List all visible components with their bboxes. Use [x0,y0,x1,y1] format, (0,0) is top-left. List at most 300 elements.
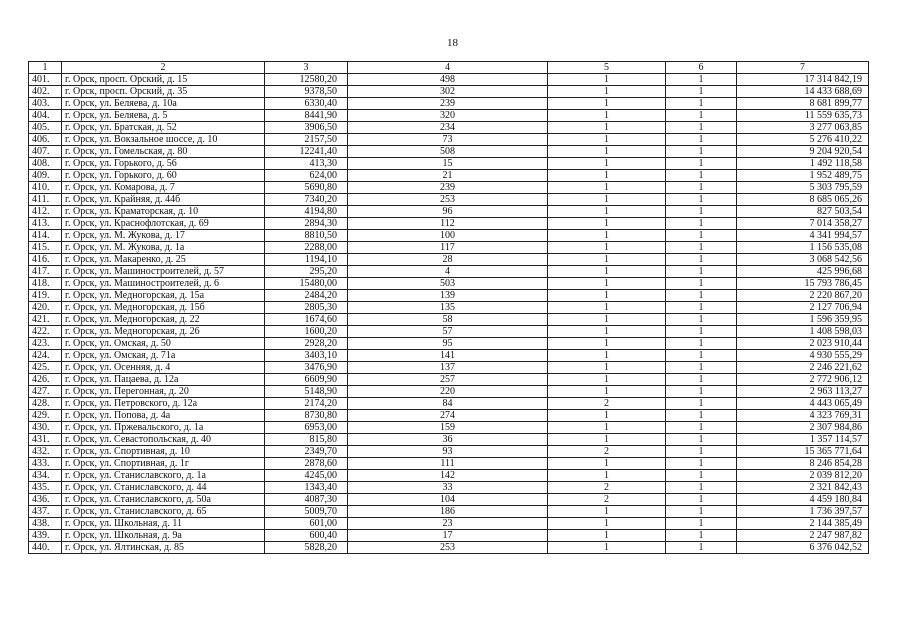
col5-cell: 1 [548,266,666,278]
amount-cell: 5 276 410,22 [737,134,869,146]
row-number: 439. [29,530,62,542]
column-header: 1 [29,62,62,74]
col5-cell: 1 [548,206,666,218]
col5-cell: 1 [548,410,666,422]
column-header: 5 [548,62,666,74]
col5-cell: 1 [548,374,666,386]
col5-cell: 1 [548,122,666,134]
col6-cell: 1 [666,422,737,434]
address-cell: г. Орск, ул. Машиностроителей, д. 6 [62,278,265,290]
row-number: 434. [29,470,62,482]
col6-cell: 1 [666,134,737,146]
residents-cell: 93 [348,446,548,458]
col6-cell: 1 [666,254,737,266]
row-number: 431. [29,434,62,446]
table-row [29,506,869,518]
residents-cell: 253 [348,194,548,206]
col6-cell: 1 [666,218,737,230]
table-row [29,194,869,206]
amount-cell: 2 321 842,43 [737,482,869,494]
col6-cell: 1 [666,506,737,518]
row-number: 422. [29,326,62,338]
residents-cell: 220 [348,386,548,398]
col6-cell: 1 [666,146,737,158]
amount-cell: 4 443 065,49 [737,398,869,410]
residents-cell: 239 [348,98,548,110]
table-row [29,98,869,110]
row-number: 432. [29,446,62,458]
row-number: 404. [29,110,62,122]
residents-cell: 104 [348,494,548,506]
residents-cell: 141 [348,350,548,362]
residents-cell: 142 [348,470,548,482]
address-cell: г. Орск, ул. Школьная, д. 9а [62,530,265,542]
col5-cell: 1 [548,230,666,242]
address-cell: г. Орск, ул. Краматорская, д. 10 [62,206,265,218]
table-row [29,458,869,470]
area-cell: 4245,00 [265,470,348,482]
area-cell: 6953,00 [265,422,348,434]
row-number: 415. [29,242,62,254]
amount-cell: 1 596 359,95 [737,314,869,326]
area-cell: 8441,90 [265,110,348,122]
col5-cell: 2 [548,446,666,458]
address-cell: г. Орск, просп. Орский, д. 35 [62,86,265,98]
col6-cell: 1 [666,302,737,314]
area-cell: 9378,50 [265,86,348,98]
table-row [29,278,869,290]
residents-cell: 257 [348,374,548,386]
row-number: 421. [29,314,62,326]
address-cell: г. Орск, просп. Орский, д. 15 [62,74,265,86]
area-cell: 1194,10 [265,254,348,266]
col5-cell: 1 [548,302,666,314]
amount-cell: 2 246 221,62 [737,362,869,374]
residents-cell: 159 [348,422,548,434]
residents-cell: 117 [348,242,548,254]
col6-cell: 1 [666,314,737,326]
amount-cell: 1 408 598,03 [737,326,869,338]
amount-cell: 2 963 113,27 [737,386,869,398]
col5-cell: 2 [548,482,666,494]
col6-cell: 1 [666,170,737,182]
table-row [29,242,869,254]
table-row [29,410,869,422]
area-cell: 4087,30 [265,494,348,506]
address-cell: г. Орск, ул. Станиславского, д. 65 [62,506,265,518]
col5-cell: 1 [548,530,666,542]
residents-cell: 57 [348,326,548,338]
area-cell: 8810,50 [265,230,348,242]
table-row [29,134,869,146]
table-row [29,482,869,494]
area-cell: 15480,00 [265,278,348,290]
row-number: 427. [29,386,62,398]
table-row [29,470,869,482]
area-cell: 5828,20 [265,542,348,554]
table-row [29,146,869,158]
table-row [29,398,869,410]
table-body [29,62,869,554]
table-row [29,182,869,194]
residents-cell: 21 [348,170,548,182]
row-number: 435. [29,482,62,494]
area-cell: 1600,20 [265,326,348,338]
row-number: 408. [29,158,62,170]
address-cell: г. Орск, ул. Ялтинская, д. 85 [62,542,265,554]
col5-cell: 1 [548,506,666,518]
amount-cell: 1 357 114,57 [737,434,869,446]
table-row [29,218,869,230]
col6-cell: 1 [666,386,737,398]
area-cell: 5690,80 [265,182,348,194]
column-header: 2 [62,62,265,74]
area-cell: 2894,30 [265,218,348,230]
amount-cell: 2 307 984,86 [737,422,869,434]
area-cell: 3906,50 [265,122,348,134]
amount-cell: 2 127 706,94 [737,302,869,314]
area-cell: 3476,90 [265,362,348,374]
amount-cell: 1 156 535,08 [737,242,869,254]
col5-cell: 1 [548,170,666,182]
address-cell: г. Орск, ул. Братская, д. 52 [62,122,265,134]
area-cell: 601,00 [265,518,348,530]
area-cell: 413,30 [265,158,348,170]
col6-cell: 1 [666,350,737,362]
address-cell: г. Орск, ул. Вокзальное шоссе, д. 10 [62,134,265,146]
table-row [29,266,869,278]
amount-cell: 7 014 358,27 [737,218,869,230]
col6-cell: 1 [666,482,737,494]
col5-cell: 1 [548,434,666,446]
address-cell: г. Орск, ул. Машиностроителей, д. 57 [62,266,265,278]
row-number: 424. [29,350,62,362]
table-row [29,158,869,170]
address-cell: г. Орск, ул. М. Жукова, д. 1а [62,242,265,254]
residents-cell: 15 [348,158,548,170]
table-row [29,86,869,98]
row-number: 426. [29,374,62,386]
col5-cell: 1 [548,386,666,398]
address-cell: г. Орск, ул. Крайняя, д. 44б [62,194,265,206]
col6-cell: 1 [666,542,737,554]
residents-cell: 137 [348,362,548,374]
row-number: 403. [29,98,62,110]
area-cell: 600,40 [265,530,348,542]
table-row [29,350,869,362]
column-header: 6 [666,62,737,74]
table-row [29,434,869,446]
col6-cell: 1 [666,110,737,122]
area-cell: 6330,40 [265,98,348,110]
residents-cell: 100 [348,230,548,242]
row-number: 440. [29,542,62,554]
table-row [29,206,869,218]
row-number: 430. [29,422,62,434]
row-number: 406. [29,134,62,146]
area-cell: 12241,40 [265,146,348,158]
row-number: 410. [29,182,62,194]
residents-cell: 139 [348,290,548,302]
address-cell: г. Орск, ул. Спортивная, д. 1г [62,458,265,470]
amount-cell: 8 685 065,26 [737,194,869,206]
row-number: 429. [29,410,62,422]
col5-cell: 1 [548,86,666,98]
col6-cell: 1 [666,206,737,218]
address-cell: г. Орск, ул. Краснофлотская, д. 69 [62,218,265,230]
residents-cell: 28 [348,254,548,266]
col6-cell: 1 [666,518,737,530]
amount-cell: 1 952 489,75 [737,170,869,182]
table-row [29,494,869,506]
address-cell: г. Орск, ул. Попова, д. 4а [62,410,265,422]
address-cell: г. Орск, ул. Севастопольская, д. 40 [62,434,265,446]
header-row [29,62,869,74]
col6-cell: 1 [666,470,737,482]
address-cell: г. Орск, ул. Спортивная, д. 10 [62,446,265,458]
row-number: 414. [29,230,62,242]
address-cell: г. Орск, ул. Петровского, д. 12а [62,398,265,410]
area-cell: 2805,30 [265,302,348,314]
address-cell: г. Орск, ул. Станиславского, д. 44 [62,482,265,494]
residents-cell: 253 [348,542,548,554]
area-cell: 295,20 [265,266,348,278]
area-cell: 1343,40 [265,482,348,494]
amount-cell: 4 323 769,31 [737,410,869,422]
col5-cell: 1 [548,194,666,206]
table-row [29,110,869,122]
col5-cell: 1 [548,74,666,86]
address-cell: г. Орск, ул. Омская, д. 50 [62,338,265,350]
amount-cell: 827 503,54 [737,206,869,218]
col6-cell: 1 [666,410,737,422]
amount-cell: 1 492 118,58 [737,158,869,170]
amount-cell: 11 559 635,73 [737,110,869,122]
col6-cell: 1 [666,374,737,386]
col5-cell: 1 [548,134,666,146]
row-number: 433. [29,458,62,470]
row-number: 425. [29,362,62,374]
col5-cell: 1 [548,422,666,434]
amount-cell: 3 068 542,56 [737,254,869,266]
col6-cell: 1 [666,98,737,110]
amount-cell: 3 277 063,85 [737,122,869,134]
col6-cell: 1 [666,158,737,170]
area-cell: 12580,20 [265,74,348,86]
col6-cell: 1 [666,278,737,290]
area-cell: 2928,20 [265,338,348,350]
address-cell: г. Орск, ул. Беляева, д. 5 [62,110,265,122]
col6-cell: 1 [666,338,737,350]
address-cell: г. Орск, ул. Беляева, д. 10а [62,98,265,110]
row-number: 412. [29,206,62,218]
col6-cell: 1 [666,326,737,338]
amount-cell: 4 930 555,29 [737,350,869,362]
col6-cell: 1 [666,242,737,254]
buildings-table [28,61,869,554]
residents-cell: 23 [348,518,548,530]
row-number: 407. [29,146,62,158]
address-cell: г. Орск, ул. Станиславского, д. 50а [62,494,265,506]
address-cell: г. Орск, ул. Школьная, д. 11 [62,518,265,530]
address-cell: г. Орск, ул. Комарова, д. 7 [62,182,265,194]
residents-cell: 33 [348,482,548,494]
row-number: 423. [29,338,62,350]
col6-cell: 1 [666,122,737,134]
table-row [29,302,869,314]
col5-cell: 1 [548,314,666,326]
amount-cell: 2 039 812,20 [737,470,869,482]
amount-cell: 425 996,68 [737,266,869,278]
table-row [29,446,869,458]
table-row [29,338,869,350]
amount-cell: 6 376 042,52 [737,542,869,554]
table-row [29,254,869,266]
address-cell: г. Орск, ул. Омская, д. 71а [62,350,265,362]
residents-cell: 17 [348,530,548,542]
table-row [29,386,869,398]
residents-cell: 320 [348,110,548,122]
amount-cell: 15 793 786,45 [737,278,869,290]
col6-cell: 1 [666,446,737,458]
address-cell: г. Орск, ул. Горького, д. 60 [62,170,265,182]
area-cell: 2878,60 [265,458,348,470]
col5-cell: 1 [548,278,666,290]
row-number: 411. [29,194,62,206]
residents-cell: 111 [348,458,548,470]
amount-cell: 2 023 910,44 [737,338,869,350]
residents-cell: 508 [348,146,548,158]
area-cell: 2484,20 [265,290,348,302]
area-cell: 5009,70 [265,506,348,518]
row-number: 417. [29,266,62,278]
address-cell: г. Орск, ул. Медногорская, д. 26 [62,326,265,338]
col5-cell: 1 [548,98,666,110]
row-number: 401. [29,74,62,86]
row-number: 420. [29,302,62,314]
table-row [29,122,869,134]
col6-cell: 1 [666,230,737,242]
col5-cell: 1 [548,254,666,266]
residents-cell: 96 [348,206,548,218]
table-row [29,542,869,554]
residents-cell: 239 [348,182,548,194]
amount-cell: 15 365 771,64 [737,446,869,458]
area-cell: 2288,00 [265,242,348,254]
row-number: 413. [29,218,62,230]
col6-cell: 1 [666,494,737,506]
col6-cell: 1 [666,290,737,302]
col5-cell: 1 [548,326,666,338]
residents-cell: 135 [348,302,548,314]
area-cell: 815,80 [265,434,348,446]
col5-cell: 1 [548,518,666,530]
area-cell: 7340,20 [265,194,348,206]
column-header: 7 [737,62,869,74]
address-cell: г. Орск, ул. Макаренко, д. 25 [62,254,265,266]
residents-cell: 274 [348,410,548,422]
table-row [29,170,869,182]
table-row [29,422,869,434]
residents-cell: 234 [348,122,548,134]
amount-cell: 2 247 987,82 [737,530,869,542]
table-row [29,290,869,302]
table-row [29,230,869,242]
page-number: 18 [447,37,458,49]
col6-cell: 1 [666,266,737,278]
col5-cell: 1 [548,458,666,470]
row-number: 409. [29,170,62,182]
col5-cell: 1 [548,290,666,302]
area-cell: 624,00 [265,170,348,182]
address-cell: г. Орск, ул. Перегонная, д. 20 [62,386,265,398]
row-number: 436. [29,494,62,506]
table-row [29,314,869,326]
residents-cell: 302 [348,86,548,98]
amount-cell: 8 681 899,77 [737,98,869,110]
address-cell: г. Орск, ул. Пацаева, д. 12а [62,374,265,386]
row-number: 418. [29,278,62,290]
amount-cell: 9 204 920,54 [737,146,869,158]
residents-cell: 95 [348,338,548,350]
row-number: 428. [29,398,62,410]
area-cell: 2174,20 [265,398,348,410]
address-cell: г. Орск, ул. Медногорская, д. 15б [62,302,265,314]
col5-cell: 1 [548,470,666,482]
col5-cell: 1 [548,182,666,194]
col6-cell: 1 [666,182,737,194]
col5-cell: 2 [548,398,666,410]
amount-cell: 2 772 906,12 [737,374,869,386]
col5-cell: 1 [548,542,666,554]
area-cell: 1674,60 [265,314,348,326]
col6-cell: 1 [666,74,737,86]
col5-cell: 1 [548,146,666,158]
residents-cell: 4 [348,266,548,278]
amount-cell: 5 303 795,59 [737,182,869,194]
area-cell: 5148,90 [265,386,348,398]
area-cell: 6609,90 [265,374,348,386]
table-row [29,362,869,374]
amount-cell: 14 433 688,69 [737,86,869,98]
col6-cell: 1 [666,194,737,206]
col6-cell: 1 [666,86,737,98]
col5-cell: 2 [548,494,666,506]
address-cell: г. Орск, ул. Осенняя, д. 4 [62,362,265,374]
col5-cell: 1 [548,242,666,254]
col6-cell: 1 [666,398,737,410]
col5-cell: 1 [548,158,666,170]
col5-cell: 1 [548,338,666,350]
residents-cell: 186 [348,506,548,518]
table-row [29,74,869,86]
area-cell: 8730,80 [265,410,348,422]
col6-cell: 1 [666,434,737,446]
area-cell: 2157,50 [265,134,348,146]
residents-cell: 112 [348,218,548,230]
residents-cell: 84 [348,398,548,410]
col5-cell: 1 [548,218,666,230]
table-row [29,326,869,338]
row-number: 419. [29,290,62,302]
address-cell: г. Орск, ул. Горького, д. 56 [62,158,265,170]
address-cell: г. Орск, ул. Станиславского, д. 1а [62,470,265,482]
col5-cell: 1 [548,110,666,122]
row-number: 416. [29,254,62,266]
row-number: 402. [29,86,62,98]
col6-cell: 1 [666,362,737,374]
amount-cell: 1 736 397,57 [737,506,869,518]
